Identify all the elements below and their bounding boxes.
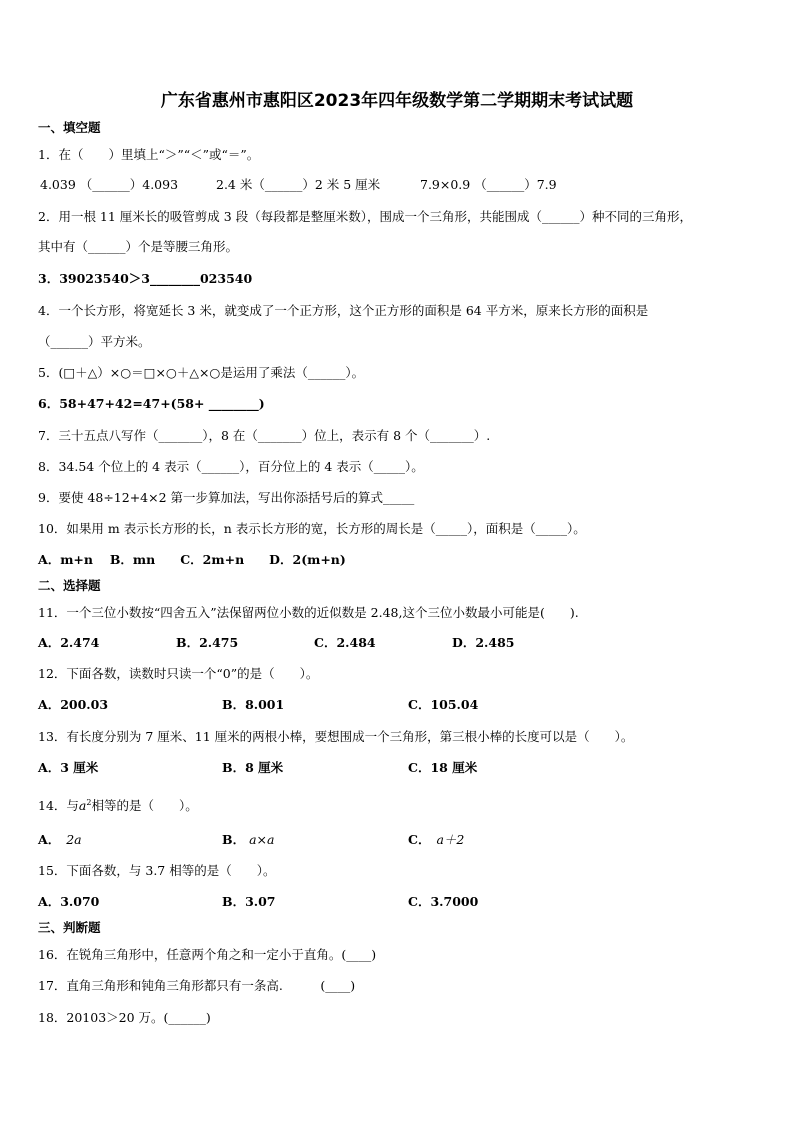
q13-option-b: B．8 厘米	[222, 760, 284, 775]
section-fill-blank: 一、填空题	[38, 120, 101, 135]
question-17: 17．直角三角形和钝角三角形都只有一条高. (____)	[38, 978, 356, 993]
question-10: 10．如果用 m 表示长方形的长，n 表示长方形的宽，长方形的周长是（_____），面积是（_____）。	[38, 521, 586, 536]
question-13: 13．有长度分别为 7 厘米、11 厘米的两根小棒，要想围成一个三角形，第三根小棒的长度可以是（ ）。	[38, 729, 634, 744]
question-18: 18．20103＞20 万。(______)	[38, 1010, 211, 1025]
q15-option-c: C．3.7000	[408, 894, 479, 909]
question-2-line-2: 其中有（______）个是等腰三角形。	[38, 239, 239, 254]
q14-option-b	[222, 832, 274, 848]
q15-option-a: A．3.070	[38, 894, 100, 909]
q14-option-b-value: a×a	[249, 832, 275, 847]
q1-part-c: 7.9×0.9 （______）7.9	[420, 177, 557, 192]
q12-option-a: A．200.03	[38, 697, 109, 712]
q14-option-a-value: 2a	[66, 832, 82, 847]
q11-option-b: B．2.475	[176, 635, 239, 650]
question-12: 12．下面各数，读数时只读一个“0”的是（ ）。	[38, 666, 319, 681]
question-7: 7．三十五点八写作（_______），8 在（_______）位上，表示有 8 个（_______）.	[38, 428, 491, 443]
question-4-line-1: 4．一个长方形，将宽延长 3 米，就变成了一个正方形，这个正方形的面积是 64 平方米，原来长方形的面积是	[38, 303, 649, 318]
q14-prefix: 14．与	[38, 798, 79, 814]
q14-option-c-value: a＋2	[436, 832, 465, 847]
q15-option-b: B．3.07	[222, 894, 276, 909]
q12-option-b: B．8.001	[222, 697, 285, 712]
q11-option-d: D．2.485	[452, 635, 515, 650]
question-9: 9．要使 48÷12+4×2 第一步算加法，写出你添括号后的算式_____	[38, 490, 415, 505]
q1-part-b: 2.4 米（______）2 米 5 厘米	[216, 177, 381, 192]
question-5: 5．(□＋△）×○＝□×○＋△×○是运用了乘法（______）。	[38, 365, 365, 380]
q12-option-c: C．105.04	[408, 697, 479, 712]
question-1: 1．在（ ）里填上“＞”“＜”或“＝”。	[38, 147, 260, 162]
q14-option-c	[408, 832, 464, 848]
q14-option-c-label: C．	[408, 832, 431, 847]
q11-option-c: C．2.484	[314, 635, 376, 650]
q14-option-a-label: A．	[38, 832, 61, 847]
q14-suffix: 相等的是（ ）。	[91, 798, 198, 814]
question-11: 11．一个三位小数按“四舍五入”法保留两位小数的近似数是 2.48,这个三位小数最小可能是( ).	[38, 605, 579, 620]
question-6: 6．58+47+42=47+(58+ ________)	[38, 396, 265, 411]
q13-option-c: C．18 厘米	[408, 760, 478, 775]
section-true-false: 三、判断题	[38, 920, 101, 935]
section-multiple-choice: 二、选择题	[38, 578, 101, 593]
question-4-line-2: （______）平方米。	[38, 334, 151, 349]
question-8: 8．34.54 个位上的 4 表示（______），百分位上的 4 表示（_____）。	[38, 459, 424, 474]
q14-exponent: 2	[86, 798, 92, 807]
q10-options: A．m+n B．mn C．2m+n D．2(m+n)	[38, 552, 346, 567]
question-2-line-1: 2．用一根 11 厘米长的吸管剪成 3 段（每段都是整厘米数），围成一个三角形，共能围成（______）种不同的三角形，	[38, 209, 692, 224]
question-14	[38, 795, 198, 814]
q13-option-a: A．3 厘米	[38, 760, 99, 775]
q14-variable: a	[78, 798, 87, 814]
question-3: 3．39023540＞3________023540	[38, 271, 253, 286]
q11-option-a: A．2.474	[38, 635, 100, 650]
q1-part-a: 4.039 （______）4.093	[40, 177, 179, 192]
q14-option-b-label: B．	[222, 832, 246, 847]
q14-option-a	[38, 832, 82, 848]
question-16: 16．在锐角三角形中，任意两个角之和一定小于直角。(____)	[38, 947, 377, 962]
question-15: 15．下面各数，与 3.7 相等的是（ ）。	[38, 863, 276, 878]
page-title: 广东省惠州市惠阳区2023年四年级数学第二学期期末考试试题	[160, 91, 634, 111]
